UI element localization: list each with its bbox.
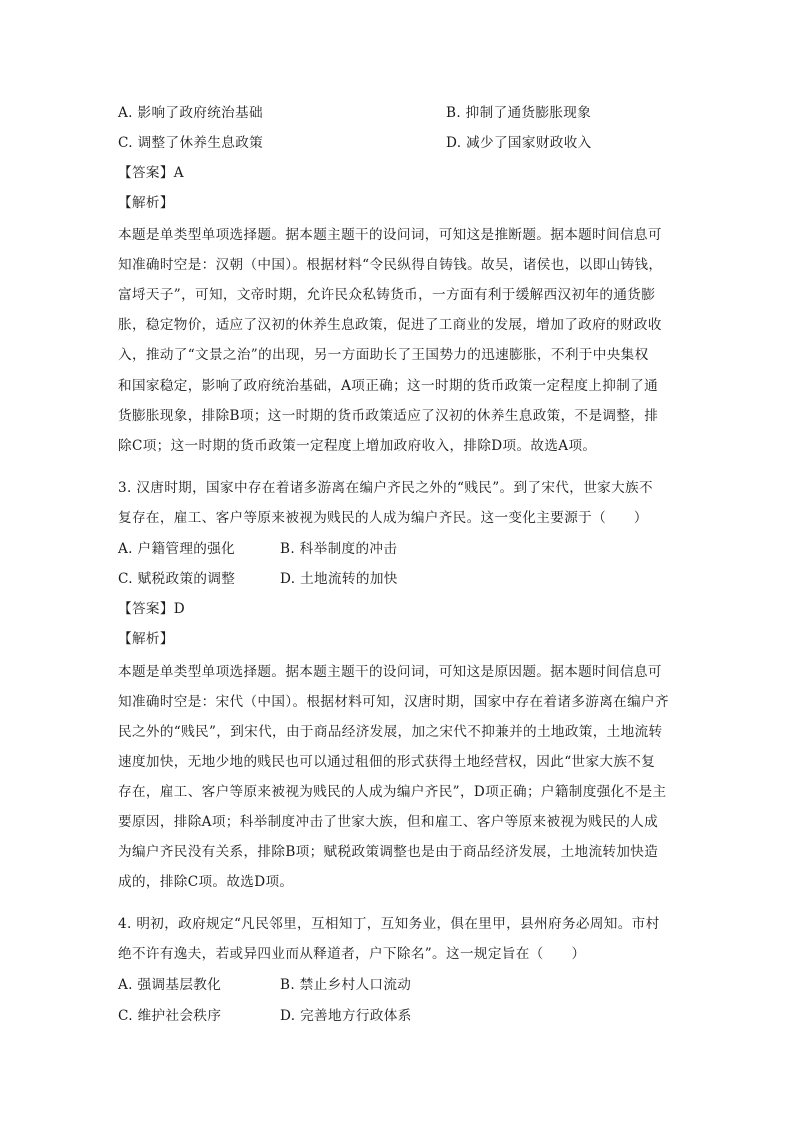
q2-answer: 【答案】A	[118, 165, 184, 181]
q3-analysis-title: 【解析】	[118, 631, 174, 647]
q2-analysis-line: 入，推动了“文景之治”的出现，另一方面助长了王国势力的迅速膨胀，不利于中央集权	[118, 347, 649, 363]
q3-analysis-line: 民之外的“贱民”，到宋代，由于商品经济发展，加之宋代不抑兼并的土地政策，土地流转	[118, 724, 663, 740]
q3-analysis-line: 知准确时空是：宋代（中国）。根据材料可知，汉唐时期，国家中存在着诸多游离在编户齐	[118, 694, 669, 710]
q3-analysis-line: 为编户齐民没有关系，排除B项；赋税政策调整也是由于商品经济发展，土地流转加快造	[118, 844, 659, 860]
q3-analysis-line: 速度加快，无地少地的贱民也可以通过租佃的形式获得土地经营权，因此“世家大族不复	[118, 754, 656, 770]
q4-stem-line: 绝不许有逸夫，若或异四业而从释道者，户下除名”。这一规定旨在（ ）	[118, 946, 586, 962]
q3-stem-line: 复存在，雇工、客户等原来被视为贱民的人成为编户齐民。这一变化主要源于（ ）	[118, 510, 648, 526]
q3-option-c: C. 赋税政策的调整	[118, 571, 236, 587]
q2-option-a: A. 影响了政府统治基础	[118, 105, 264, 121]
q2-analysis-title: 【解析】	[118, 195, 174, 211]
q3-option-b: B. 科举制度的冲击	[280, 541, 398, 557]
q4-option-a: A. 强调基层教化	[118, 977, 222, 993]
q3-stem-line: 3. 汉唐时期，国家中存在着诸多游离在编户齐民之外的“贱民”。到了宋代，世家大族不	[118, 480, 653, 496]
q3-analysis-line: 存在，雇工、客户等原来被视为贱民的人成为编户齐民”，D项正确；户籍制度强化不是主	[118, 784, 667, 800]
q4-option-d: D. 完善地方行政体系	[280, 1008, 412, 1024]
q4-option-c: C. 维护社会秩序	[118, 1008, 222, 1024]
q4-stem-line: 4. 明初，政府规定“凡民邻里，互相知丁，互知务业，俱在里甲，县州府务必周知。市村	[118, 916, 660, 932]
q2-analysis-line: 富埒天子”，可知，文帝时期，允许民众私铸货币，一方面有利于缓解西汉初年的通货膨	[118, 287, 656, 303]
q2-option-c: C. 调整了休养生息政策	[118, 135, 264, 151]
q3-analysis-line: 本题是单类型单项选择题。据本题主题干的设问词，可知这是原因题。据本题时间信息可	[118, 664, 662, 680]
q2-analysis-line: 除C项；这一时期的货币政策一定程度上增加政府收入，排除D项。故选A项。	[118, 438, 597, 454]
q2-analysis-line: 胀，稳定物价，适应了汉初的休养生息政策，促进了工商业的发展，增加了政府的财政收	[118, 317, 662, 333]
q2-option-d: D. 减少了国家财政收入	[446, 135, 592, 151]
q2-analysis-line: 货膨胀现象，排除B项；这一时期的货币政策适应了汉初的休养生息政策，不是调整，排	[118, 408, 659, 424]
q3-analysis-line: 要原因，排除A项；科举制度冲击了世家大族，但和雇工、客户等原来被视为贱民的人成	[118, 814, 659, 830]
q3-option-a: A. 户籍管理的强化	[118, 541, 236, 557]
q3-answer: 【答案】D	[118, 601, 186, 617]
q2-analysis-line: 本题是单类型单项选择题。据本题主题干的设问词，可知这是推断题。据本题时间信息可	[118, 227, 662, 243]
q2-option-b: B. 抑制了通货膨胀现象	[446, 105, 592, 121]
q4-option-b: B. 禁止乡村人口流动	[280, 977, 412, 993]
q3-option-d: D. 土地流转的加快	[280, 571, 398, 587]
q3-analysis-line: 成的，排除C项。故选D项。	[118, 874, 294, 890]
q2-analysis-line: 和国家稳定，影响了政府统治基础，A项正确；这一时期的货币政策一定程度上抑制了通	[118, 378, 659, 394]
q2-analysis-line: 知准确时空是：汉朝（中国）。根据材料“令民纵得自铸钱。故吴，诸侯也，以即山铸钱，	[118, 257, 663, 273]
